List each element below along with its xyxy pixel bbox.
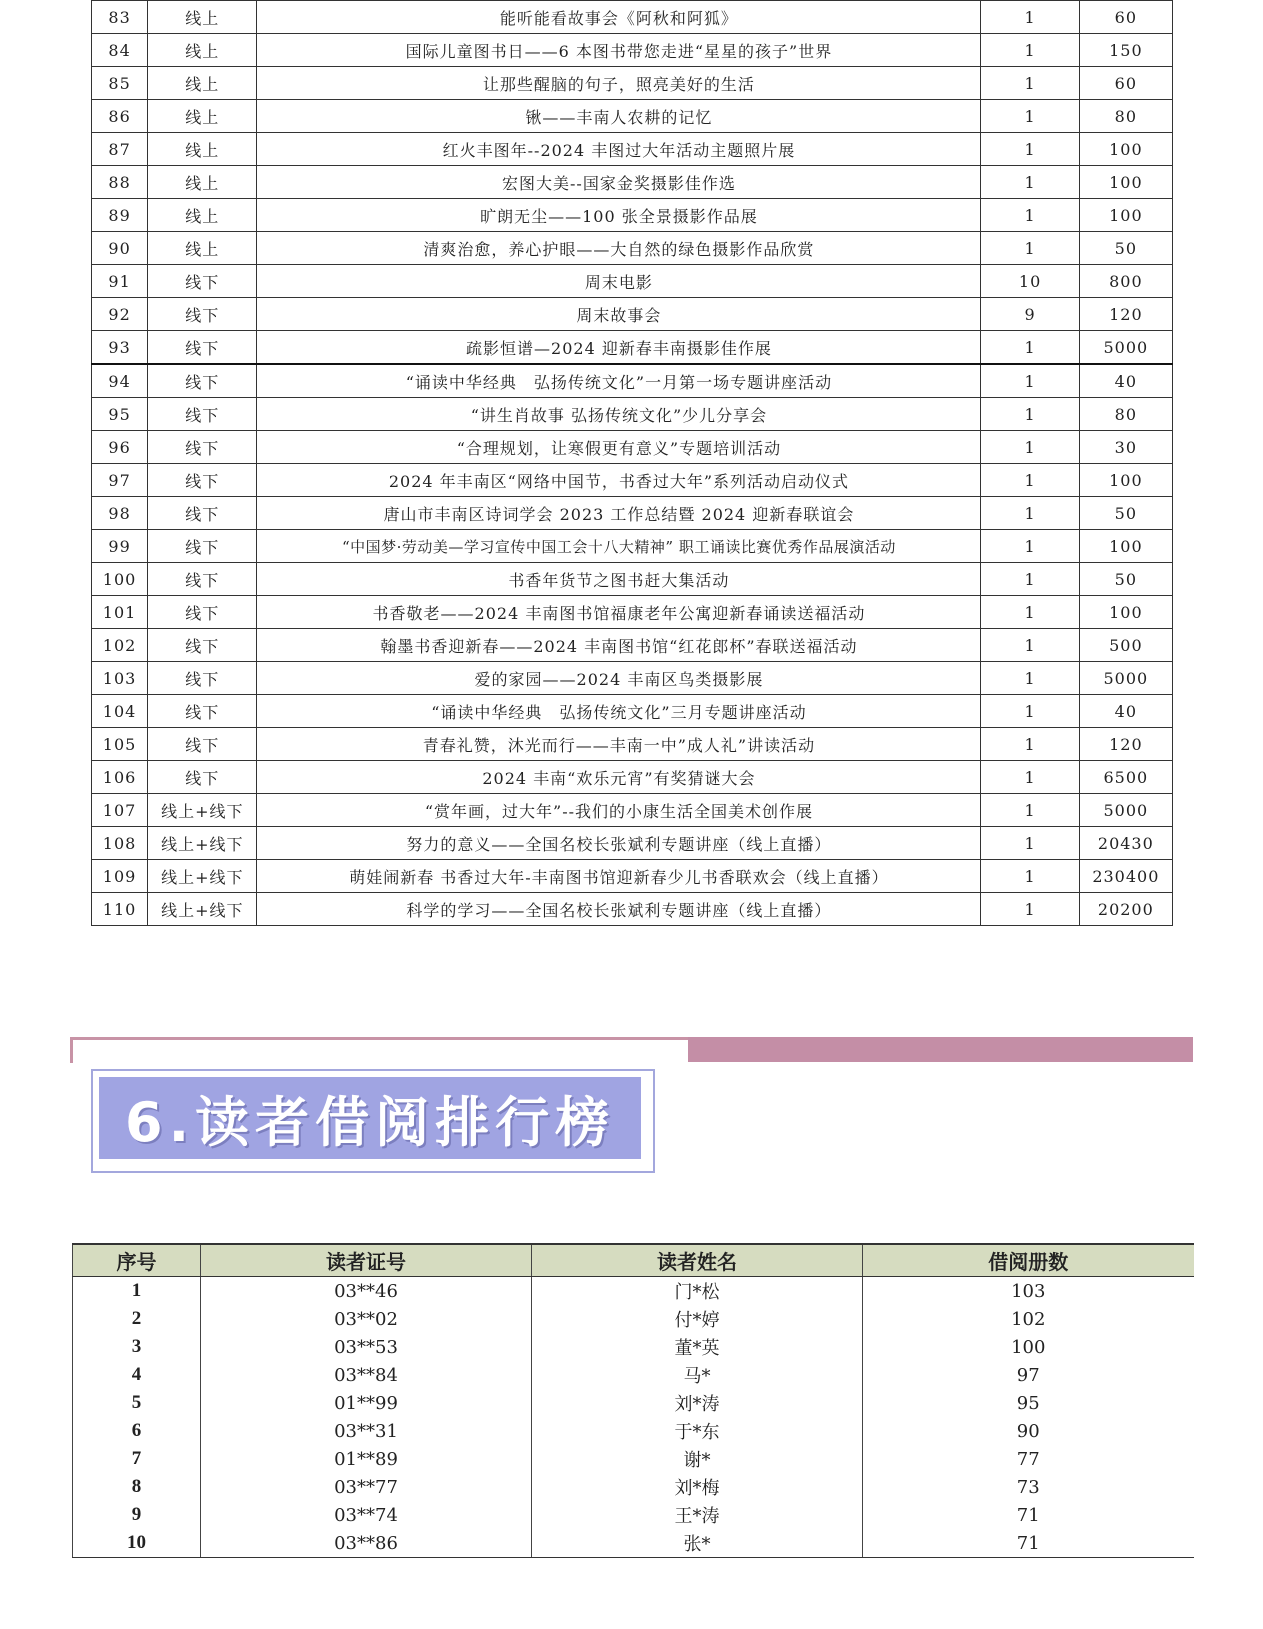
reader-name: 王*涛 xyxy=(532,1501,863,1529)
activity-sessions: 1 xyxy=(981,563,1079,596)
activity-row xyxy=(92,34,1173,67)
activity-sessions: 1 xyxy=(981,827,1079,860)
activity-title: 书香敬老——2024 丰南图书馆福康老年公寓迎新春诵读送福活动 xyxy=(257,596,981,629)
activity-sessions: 1 xyxy=(981,893,1079,926)
activity-row xyxy=(92,398,1173,431)
activity-mode: 线上+线下 xyxy=(148,860,257,893)
activity-mode: 线上 xyxy=(148,100,257,133)
activity-row xyxy=(92,431,1173,464)
activity-participants: 60 xyxy=(1079,67,1172,100)
ranking-table-body xyxy=(73,1277,1194,1558)
activity-title: 努力的意义——全国名校长张斌利专题讲座（线上直播） xyxy=(257,827,981,860)
activity-row xyxy=(92,860,1173,893)
activity-participants: 60 xyxy=(1079,1,1172,34)
rank-number: 9 xyxy=(73,1501,201,1529)
activity-participants: 5000 xyxy=(1079,662,1172,695)
activity-number: 93 xyxy=(92,331,148,365)
ranking-row xyxy=(73,1305,1194,1333)
activity-mode: 线下 xyxy=(148,761,257,794)
activity-sessions: 1 xyxy=(981,860,1079,893)
activity-row xyxy=(92,563,1173,596)
reader-name: 董*英 xyxy=(532,1333,863,1361)
activity-sessions: 1 xyxy=(981,497,1079,530)
activity-mode: 线上 xyxy=(148,232,257,265)
activity-mode: 线上+线下 xyxy=(148,893,257,926)
activity-row xyxy=(92,695,1173,728)
activity-participants: 100 xyxy=(1079,464,1172,497)
activity-participants: 20430 xyxy=(1079,827,1172,860)
activity-participants: 5000 xyxy=(1079,794,1172,827)
section-heading: 6.读者借阅排行榜 xyxy=(125,1090,616,1154)
activity-participants: 80 xyxy=(1079,398,1172,431)
activity-participants: 500 xyxy=(1079,629,1172,662)
activity-title: 国际儿童图书日——6 本图书带您走进“星星的孩子”世界 xyxy=(257,34,981,67)
section-heading-box xyxy=(91,1069,655,1173)
activity-row xyxy=(92,662,1173,695)
rank-number: 7 xyxy=(73,1445,201,1473)
activity-title: “讲生肖故事 弘扬传统文化”少儿分享会 xyxy=(257,398,981,431)
reader-name: 刘*梅 xyxy=(532,1473,863,1501)
ranking-row xyxy=(73,1389,1194,1417)
activity-row xyxy=(92,133,1173,166)
reader-card-number: 03**53 xyxy=(201,1333,532,1361)
activity-sessions: 1 xyxy=(981,728,1079,761)
activity-mode: 线下 xyxy=(148,563,257,596)
ranking-row xyxy=(73,1333,1194,1361)
activity-sessions: 1 xyxy=(981,794,1079,827)
activity-mode: 线下 xyxy=(148,464,257,497)
reader-card-number: 03**84 xyxy=(201,1361,532,1389)
activity-title: 让那些醒脑的句子，照亮美好的生活 xyxy=(257,67,981,100)
activity-title: “诵读中华经典 弘扬传统文化”三月专题讲座活动 xyxy=(257,695,981,728)
rank-number: 8 xyxy=(73,1473,201,1501)
activity-mode: 线上 xyxy=(148,133,257,166)
activity-title: “赏年画，过大年”--我们的小康生活全国美术创作展 xyxy=(257,794,981,827)
activity-title: 2024 丰南“欢乐元宵”有奖猜谜大会 xyxy=(257,761,981,794)
activity-row xyxy=(92,794,1173,827)
header-borrow-count: 借阅册数 xyxy=(863,1244,1194,1277)
reader-name: 刘*涛 xyxy=(532,1389,863,1417)
activity-number: 110 xyxy=(92,893,148,926)
activity-number: 103 xyxy=(92,662,148,695)
section-divider-tick xyxy=(70,1037,73,1063)
activity-title: 书香年货节之图书赶大集活动 xyxy=(257,563,981,596)
activity-number: 100 xyxy=(92,563,148,596)
activity-sessions: 1 xyxy=(981,100,1079,133)
reader-card-number: 03**74 xyxy=(201,1501,532,1529)
activity-row xyxy=(92,265,1173,298)
header-card-number: 读者证号 xyxy=(201,1244,532,1277)
activity-number: 87 xyxy=(92,133,148,166)
rank-number: 1 xyxy=(73,1277,201,1306)
activity-participants: 100 xyxy=(1079,530,1172,563)
reader-card-number: 03**77 xyxy=(201,1473,532,1501)
activity-row xyxy=(92,331,1173,365)
activity-number: 86 xyxy=(92,100,148,133)
activity-title: 2024 年丰南区“网络中国节，书香过大年”系列活动启动仪式 xyxy=(257,464,981,497)
activity-sessions: 1 xyxy=(981,629,1079,662)
ranking-header-row xyxy=(73,1244,1194,1277)
activity-sessions: 1 xyxy=(981,199,1079,232)
activity-row xyxy=(92,761,1173,794)
activity-participants: 120 xyxy=(1079,728,1172,761)
activity-number: 102 xyxy=(92,629,148,662)
activity-number: 84 xyxy=(92,34,148,67)
activity-sessions: 1 xyxy=(981,133,1079,166)
reader-card-number: 01**89 xyxy=(201,1445,532,1473)
borrow-count: 71 xyxy=(863,1501,1194,1529)
borrow-count: 77 xyxy=(863,1445,1194,1473)
activity-mode: 线上+线下 xyxy=(148,794,257,827)
activity-row xyxy=(92,893,1173,926)
section-divider-line xyxy=(70,1037,688,1040)
activity-title: 科学的学习——全国名校长张斌利专题讲座（线上直播） xyxy=(257,893,981,926)
rank-number: 4 xyxy=(73,1361,201,1389)
activity-sessions: 1 xyxy=(981,398,1079,431)
activity-row xyxy=(92,67,1173,100)
activity-title: 翰墨书香迎新春——2024 丰南图书馆“红花郎杯”春联送福活动 xyxy=(257,629,981,662)
borrow-count: 97 xyxy=(863,1361,1194,1389)
activity-row xyxy=(92,629,1173,662)
activity-table-body xyxy=(92,1,1173,926)
activity-sessions: 1 xyxy=(981,761,1079,794)
activity-number: 105 xyxy=(92,728,148,761)
activity-mode: 线下 xyxy=(148,265,257,298)
activity-number: 101 xyxy=(92,596,148,629)
activity-mode: 线下 xyxy=(148,629,257,662)
activity-row xyxy=(92,596,1173,629)
activity-number: 97 xyxy=(92,464,148,497)
section-heading-banner xyxy=(99,1077,641,1159)
borrow-count: 102 xyxy=(863,1305,1194,1333)
activity-mode: 线下 xyxy=(148,530,257,563)
activity-row xyxy=(92,232,1173,265)
activity-number: 85 xyxy=(92,67,148,100)
activity-title: 清爽治愈，养心护眼——大自然的绿色摄影作品欣赏 xyxy=(257,232,981,265)
activity-participants: 100 xyxy=(1079,596,1172,629)
activity-participants: 100 xyxy=(1079,166,1172,199)
activity-title: “诵读中华经典 弘扬传统文化”一月第一场专题讲座活动 xyxy=(257,364,981,398)
activity-row xyxy=(92,199,1173,232)
activity-participants: 800 xyxy=(1079,265,1172,298)
activity-title: 红火丰图年--2024 丰图过大年活动主题照片展 xyxy=(257,133,981,166)
activity-mode: 线下 xyxy=(148,695,257,728)
activity-row xyxy=(92,728,1173,761)
reader-name: 门*松 xyxy=(532,1277,863,1306)
activity-mode: 线下 xyxy=(148,331,257,365)
activity-title: 爱的家园——2024 丰南区鸟类摄影展 xyxy=(257,662,981,695)
borrow-count: 90 xyxy=(863,1417,1194,1445)
activity-title: “合理规划，让寒假更有意义”专题培训活动 xyxy=(257,431,981,464)
activity-sessions: 1 xyxy=(981,364,1079,398)
activity-row xyxy=(92,464,1173,497)
activity-row xyxy=(92,1,1173,34)
reader-card-number: 03**46 xyxy=(201,1277,532,1306)
activity-mode: 线下 xyxy=(148,497,257,530)
activity-number: 98 xyxy=(92,497,148,530)
borrow-count: 73 xyxy=(863,1473,1194,1501)
activity-mode: 线上 xyxy=(148,67,257,100)
activity-number: 83 xyxy=(92,1,148,34)
activity-mode: 线上 xyxy=(148,1,257,34)
borrow-count: 100 xyxy=(863,1333,1194,1361)
activity-sessions: 1 xyxy=(981,662,1079,695)
activity-table xyxy=(91,0,1173,926)
activity-number: 106 xyxy=(92,761,148,794)
rank-number: 2 xyxy=(73,1305,201,1333)
activity-title: 周末故事会 xyxy=(257,298,981,331)
activity-title: 青春礼赞，沐光而行——丰南一中”成人礼”讲读活动 xyxy=(257,728,981,761)
activity-number: 89 xyxy=(92,199,148,232)
activity-participants: 6500 xyxy=(1079,761,1172,794)
activity-title: 宏图大美--国家金奖摄影佳作选 xyxy=(257,166,981,199)
rank-number: 3 xyxy=(73,1333,201,1361)
activity-participants: 50 xyxy=(1079,563,1172,596)
activity-participants: 80 xyxy=(1079,100,1172,133)
activity-participants: 40 xyxy=(1079,695,1172,728)
activity-sessions: 1 xyxy=(981,67,1079,100)
activity-mode: 线下 xyxy=(148,431,257,464)
ranking-row xyxy=(73,1417,1194,1445)
activity-sessions: 1 xyxy=(981,1,1079,34)
reader-name: 张* xyxy=(532,1529,863,1558)
activity-title: 疏影恒谱—2024 迎新春丰南摄影佳作展 xyxy=(257,331,981,365)
activity-row xyxy=(92,364,1173,398)
activity-sessions: 9 xyxy=(981,298,1079,331)
section-divider-bar xyxy=(688,1037,1193,1062)
activity-participants: 100 xyxy=(1079,199,1172,232)
activity-title: 能听能看故事会《阿秋和阿狐》 xyxy=(257,1,981,34)
activity-participants: 20200 xyxy=(1079,893,1172,926)
ranking-row xyxy=(73,1361,1194,1389)
ranking-row xyxy=(73,1529,1194,1558)
header-rank: 序号 xyxy=(73,1244,201,1277)
activity-mode: 线下 xyxy=(148,662,257,695)
activity-participants: 5000 xyxy=(1079,331,1172,365)
activity-row xyxy=(92,827,1173,860)
activity-mode: 线下 xyxy=(148,364,257,398)
reader-name: 谢* xyxy=(532,1445,863,1473)
reader-card-number: 03**02 xyxy=(201,1305,532,1333)
activity-row xyxy=(92,530,1173,563)
reader-ranking-table xyxy=(72,1243,1194,1558)
header-reader-name: 读者姓名 xyxy=(532,1244,863,1277)
ranking-row xyxy=(73,1277,1194,1306)
activity-row xyxy=(92,497,1173,530)
activity-title: “中国梦·劳动美—学习宣传中国工会十八大精神” 职工诵读比赛优秀作品展演活动 xyxy=(257,530,981,563)
ranking-row xyxy=(73,1501,1194,1529)
reader-card-number: 03**31 xyxy=(201,1417,532,1445)
activity-participants: 100 xyxy=(1079,133,1172,166)
activity-title: 锹——丰南人农耕的记忆 xyxy=(257,100,981,133)
activity-title: 旷朗无尘——100 张全景摄影作品展 xyxy=(257,199,981,232)
activity-row xyxy=(92,100,1173,133)
activity-sessions: 1 xyxy=(981,464,1079,497)
borrow-count: 103 xyxy=(863,1277,1194,1306)
activity-participants: 50 xyxy=(1079,497,1172,530)
activity-number: 107 xyxy=(92,794,148,827)
activity-sessions: 1 xyxy=(981,431,1079,464)
activity-participants: 150 xyxy=(1079,34,1172,67)
activity-participants: 30 xyxy=(1079,431,1172,464)
activity-mode: 线上 xyxy=(148,34,257,67)
activity-participants: 120 xyxy=(1079,298,1172,331)
reader-card-number: 01**99 xyxy=(201,1389,532,1417)
activity-number: 90 xyxy=(92,232,148,265)
activity-mode: 线下 xyxy=(148,298,257,331)
activity-sessions: 10 xyxy=(981,265,1079,298)
activity-mode: 线上 xyxy=(148,199,257,232)
activity-sessions: 1 xyxy=(981,34,1079,67)
activity-number: 96 xyxy=(92,431,148,464)
activity-title: 萌娃闹新春 书香过大年-丰南图书馆迎新春少儿书香联欢会（线上直播） xyxy=(257,860,981,893)
activity-number: 94 xyxy=(92,364,148,398)
activity-row xyxy=(92,298,1173,331)
activity-participants: 230400 xyxy=(1079,860,1172,893)
reader-name: 于*东 xyxy=(532,1417,863,1445)
borrow-count: 95 xyxy=(863,1389,1194,1417)
reader-name: 付*婷 xyxy=(532,1305,863,1333)
reader-card-number: 03**86 xyxy=(201,1529,532,1558)
activity-row xyxy=(92,166,1173,199)
rank-number: 10 xyxy=(73,1529,201,1558)
activity-mode: 线下 xyxy=(148,728,257,761)
activity-sessions: 1 xyxy=(981,232,1079,265)
activity-number: 99 xyxy=(92,530,148,563)
activity-sessions: 1 xyxy=(981,695,1079,728)
activity-number: 109 xyxy=(92,860,148,893)
ranking-row xyxy=(73,1473,1194,1501)
activity-number: 88 xyxy=(92,166,148,199)
activity-participants: 40 xyxy=(1079,364,1172,398)
activity-sessions: 1 xyxy=(981,596,1079,629)
activity-title: 唐山市丰南区诗词学会 2023 工作总结暨 2024 迎新春联谊会 xyxy=(257,497,981,530)
activity-number: 104 xyxy=(92,695,148,728)
activity-sessions: 1 xyxy=(981,331,1079,365)
activity-number: 108 xyxy=(92,827,148,860)
activity-number: 92 xyxy=(92,298,148,331)
activity-mode: 线上+线下 xyxy=(148,827,257,860)
activity-title: 周末电影 xyxy=(257,265,981,298)
activity-sessions: 1 xyxy=(981,166,1079,199)
activity-mode: 线下 xyxy=(148,398,257,431)
activity-number: 91 xyxy=(92,265,148,298)
activity-mode: 线下 xyxy=(148,596,257,629)
activity-number: 95 xyxy=(92,398,148,431)
rank-number: 6 xyxy=(73,1417,201,1445)
rank-number: 5 xyxy=(73,1389,201,1417)
reader-name: 马* xyxy=(532,1361,863,1389)
borrow-count: 71 xyxy=(863,1529,1194,1558)
activity-sessions: 1 xyxy=(981,530,1079,563)
ranking-row xyxy=(73,1445,1194,1473)
activity-participants: 50 xyxy=(1079,232,1172,265)
activity-mode: 线上 xyxy=(148,166,257,199)
